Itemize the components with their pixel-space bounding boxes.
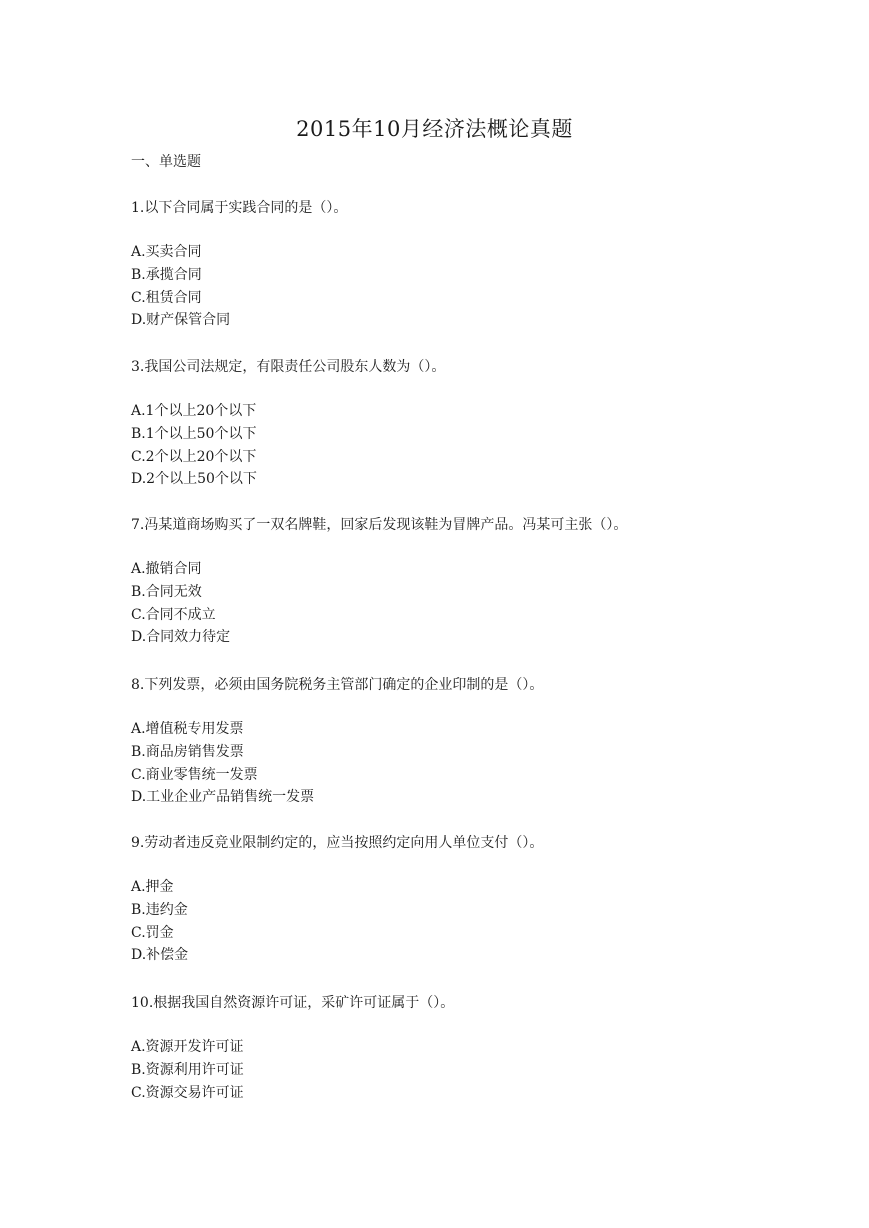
option-a: A.买卖合同 — [131, 244, 202, 260]
option-d: D.合同效力待定 — [131, 629, 231, 646]
question-8 — [131, 674, 771, 809]
option-list — [131, 558, 771, 649]
option-b: B.合同无效 — [131, 583, 202, 600]
option-a: A.撤销合同 — [131, 561, 202, 577]
document-title: 2015年10月经济法概论真题 — [296, 117, 573, 141]
question-text: 8.下列发票，必须由国务院税务主管部门确定的企业印制的是（）。 — [131, 677, 544, 693]
question-text: 3.我国公司法规定，有限责任公司股东人数为（）。 — [131, 359, 446, 375]
option-b: B.违约金 — [131, 901, 188, 918]
option-a: A.1个以上20个以下 — [131, 403, 257, 419]
option-list — [131, 400, 771, 491]
option-a: A.押金 — [131, 879, 174, 895]
option-b: B.商品房销售发票 — [131, 743, 244, 760]
option-b: B.承揽合同 — [131, 266, 202, 283]
option-b: B.资源利用许可证 — [131, 1061, 244, 1078]
section-heading: 一、单选题 — [131, 154, 201, 170]
question-9 — [131, 832, 771, 967]
question-3 — [131, 356, 771, 491]
question-10 — [131, 992, 771, 1104]
option-list — [131, 718, 771, 809]
question-text: 1.以下合同属于实践合同的是（）。 — [131, 200, 348, 216]
option-c: C.商业零售统一发票 — [131, 766, 258, 783]
option-list — [131, 1036, 771, 1104]
option-c: C.罚金 — [131, 924, 174, 941]
option-list — [131, 241, 771, 332]
option-b: B.1个以上50个以下 — [131, 425, 257, 442]
option-d: D.财产保管合同 — [131, 312, 231, 329]
option-c: C.资源交易许可证 — [131, 1084, 244, 1101]
option-d: D.2个以上50个以下 — [131, 471, 257, 488]
option-c: C.租赁合同 — [131, 289, 202, 306]
question-text: 7.冯某道商场购买了一双名牌鞋，回家后发现该鞋为冒牌产品。冯某可主张（）。 — [131, 517, 628, 533]
question-text: 9.劳动者违反竞业限制约定的，应当按照约定向用人单位支付（）。 — [131, 835, 544, 851]
option-a: A.增值税专用发票 — [131, 721, 244, 737]
question-text: 10.根据我国自然资源许可证，采矿许可证属于（）。 — [131, 995, 455, 1011]
option-c: C.2个以上20个以下 — [131, 448, 257, 465]
question-1 — [131, 197, 771, 332]
option-d: D.补偿金 — [131, 947, 189, 964]
option-list — [131, 876, 771, 967]
option-a: A.资源开发许可证 — [131, 1039, 244, 1055]
option-d: D.工业企业产品销售统一发票 — [131, 789, 315, 806]
question-7 — [131, 514, 771, 649]
option-c: C.合同不成立 — [131, 606, 216, 623]
